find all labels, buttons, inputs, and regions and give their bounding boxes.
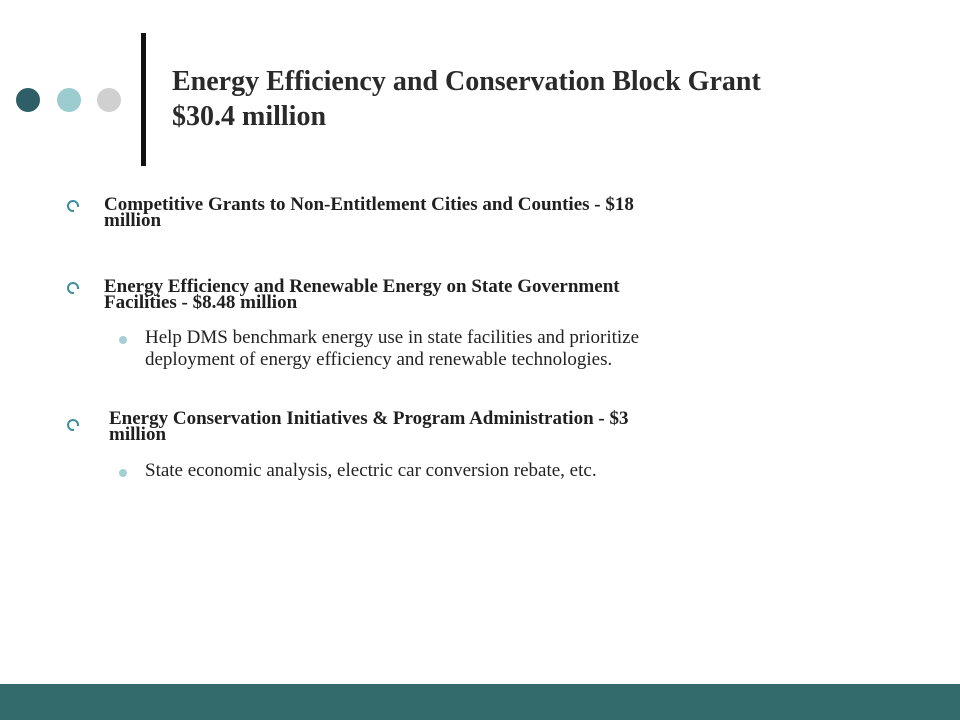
decorative-dot-gray: [97, 88, 121, 112]
bullet-item-state-facilities: [104, 276, 924, 313]
bullet-ring-icon: [67, 419, 79, 431]
bullet-item-line: Competitive Grants to Non-Entitlement Cities and Counties - $18: [104, 194, 634, 215]
slide-title: [172, 64, 932, 134]
bullet-item-line: Energy Conservation Initiatives & Program Administration - $3: [109, 408, 629, 429]
bullet-ring-icon: [67, 282, 79, 294]
bullet-item-line: million: [104, 210, 162, 231]
title-vertical-rule: [141, 33, 146, 166]
sub-bullet-line: Help DMS benchmark energy use in state facilities and prioritize: [145, 327, 640, 348]
sub-bullet-dot-icon: [119, 336, 127, 344]
slide-title-line-2: $30.4 million: [172, 101, 327, 132]
sub-bullet-line: deployment of energy efficiency and renewable technologies.: [145, 349, 613, 370]
bullet-item-conservation-initiatives: [109, 408, 924, 445]
slide-title-line-1: Energy Efficiency and Conservation Block Grant: [172, 66, 761, 97]
bullet-item-line: Energy Efficiency and Renewable Energy on State Government: [104, 276, 620, 297]
sub-bullet-line: State economic analysis, electric car conversion rebate, etc.: [145, 460, 597, 481]
sub-bullet-dms-benchmark: [145, 327, 935, 371]
bullet-ring-icon: [67, 200, 79, 212]
footer-bar: [0, 684, 960, 720]
bullet-item-competitive-grants: [104, 194, 924, 231]
decorative-dot-teal: [57, 88, 81, 112]
bullet-item-line: million: [109, 424, 167, 445]
bullet-item-line: Facilities - $8.48 million: [104, 292, 298, 313]
sub-bullet-dot-icon: [119, 469, 127, 477]
decorative-dot-dark: [16, 88, 40, 112]
sub-bullet-economic-analysis: [145, 460, 935, 482]
